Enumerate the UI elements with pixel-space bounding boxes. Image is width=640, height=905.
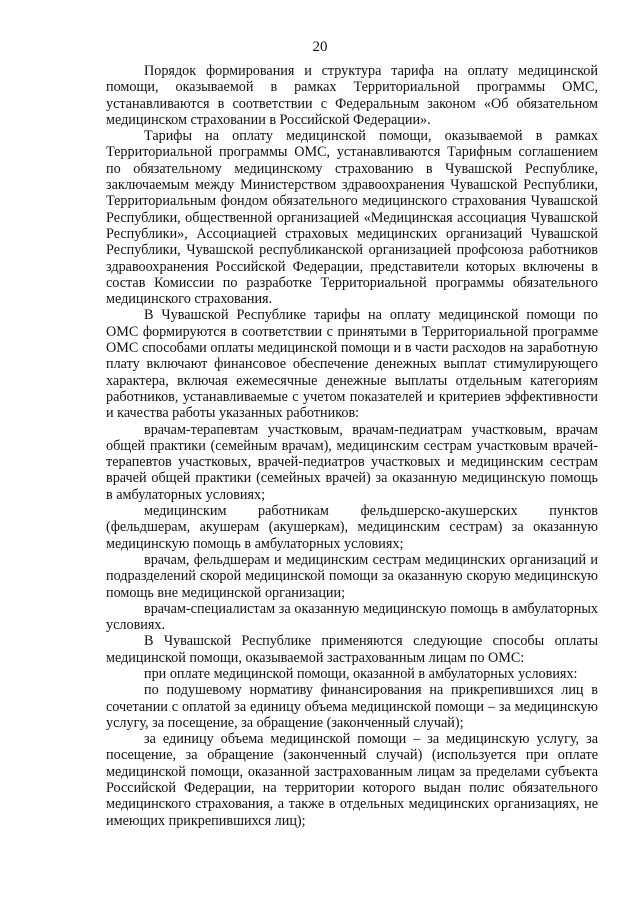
paragraph: при оплате медицинской помощи, оказанной в амбулаторных условиях: (144, 665, 578, 682)
paragraph: Тарифы на оплату медицинской помощи, оказываемой в рамках Территориальной программы ОМС, устанавливаются Тарифным соглашением по обязательному медицинскому страхованию в Чувашской Республике, заключаемым между Министерством здравоохранения Чувашской Республики, Территориальным фондом обязательного медицинского страхования Чувашской Республики, общественной организацией «Медицинская ассоциация Чувашской Республики», Ассоциацией страховых медицинских организаций Чувашской Республики, Чувашской республиканской организацией профсоюза работников здравоохранения Российской Федерации, представители которых включены в состав Комиссии по разработке Территориальной программы обязательного медицинского страхования. (106, 128, 598, 308)
paragraph: по подушевому нормативу финансирования на прикрепившихся лиц в сочетании с оплатой за единицу объема медицинской помощи – за медицинскую услугу, за посещение, за обращение (законченный случай); (106, 682, 598, 731)
paragraph: Порядок формирования и структура тарифа на оплату медицинской помощи, оказываемой в рамках Территориальной программы ОМС, устанавливаются в соответствии с Федеральным законом «Об обязательном медицинском страховании в Российской Федерации». (106, 63, 598, 128)
paragraph: В Чувашской Республике применяются следующие способы оплаты медицинской помощи, оказываемой застрахованным лицам по ОМС: (106, 633, 598, 666)
paragraph: медицинским работникам фельдшерско-акушерских пунктов (фельдшерам, акушерам (акушеркам), медицинским сестрам) за оказанную медицинскую помощь в амбулаторных условиях; (106, 503, 598, 552)
paragraph: врачам, фельдшерам и медицинским сестрам медицинских организаций и подразделений скорой медицинской помощи за оказанную скорую медицинскую помощь вне медицинской организации; (106, 551, 598, 601)
paragraph: В Чувашской Республике тарифы на оплату медицинской помощи по ОМС формируются в соответствии с принятыми в Территориальной программе ОМС способами оплаты медицинской помощи и в части расходов на заработную плату включают финансовое обеспечение денежных выплат стимулирующего характера, включая ежемесячные денежные выплаты отдельным категориям работников, устанавливаемые с учетом показателей и критериев эффективности и качества работы указанных работников: (106, 307, 598, 422)
paragraph: за единицу объема медицинской помощи – за медицинскую услугу, за посещение, за обращение (законченный случай) (используется при оплате медицинской помощи, оказанной застрахованным лицам за пределами субъекта Российской Федерации, на территории которого выдан полис обязательного медицинского страхования, а также в отдельных медицинских организациях, не имеющих прикрепившихся лиц); (106, 731, 598, 829)
paragraph: врачам-терапевтам участковым, врачам-педиатрам участковым, врачам общей практики (семейным врачам), медицинским сестрам участковым врачей-терапевтов участковых, врачей-педиатров участковых и медицинским сестрам врачей общей практики (семейных врачей) за оказанную медицинскую помощь в амбулаторных условиях; (106, 421, 598, 503)
page-number: 20 (312, 39, 328, 55)
paragraph: врачам-специалистам за оказанную медицинскую помощь в амбулаторных условиях. (106, 600, 598, 634)
document-body (106, 63, 598, 829)
